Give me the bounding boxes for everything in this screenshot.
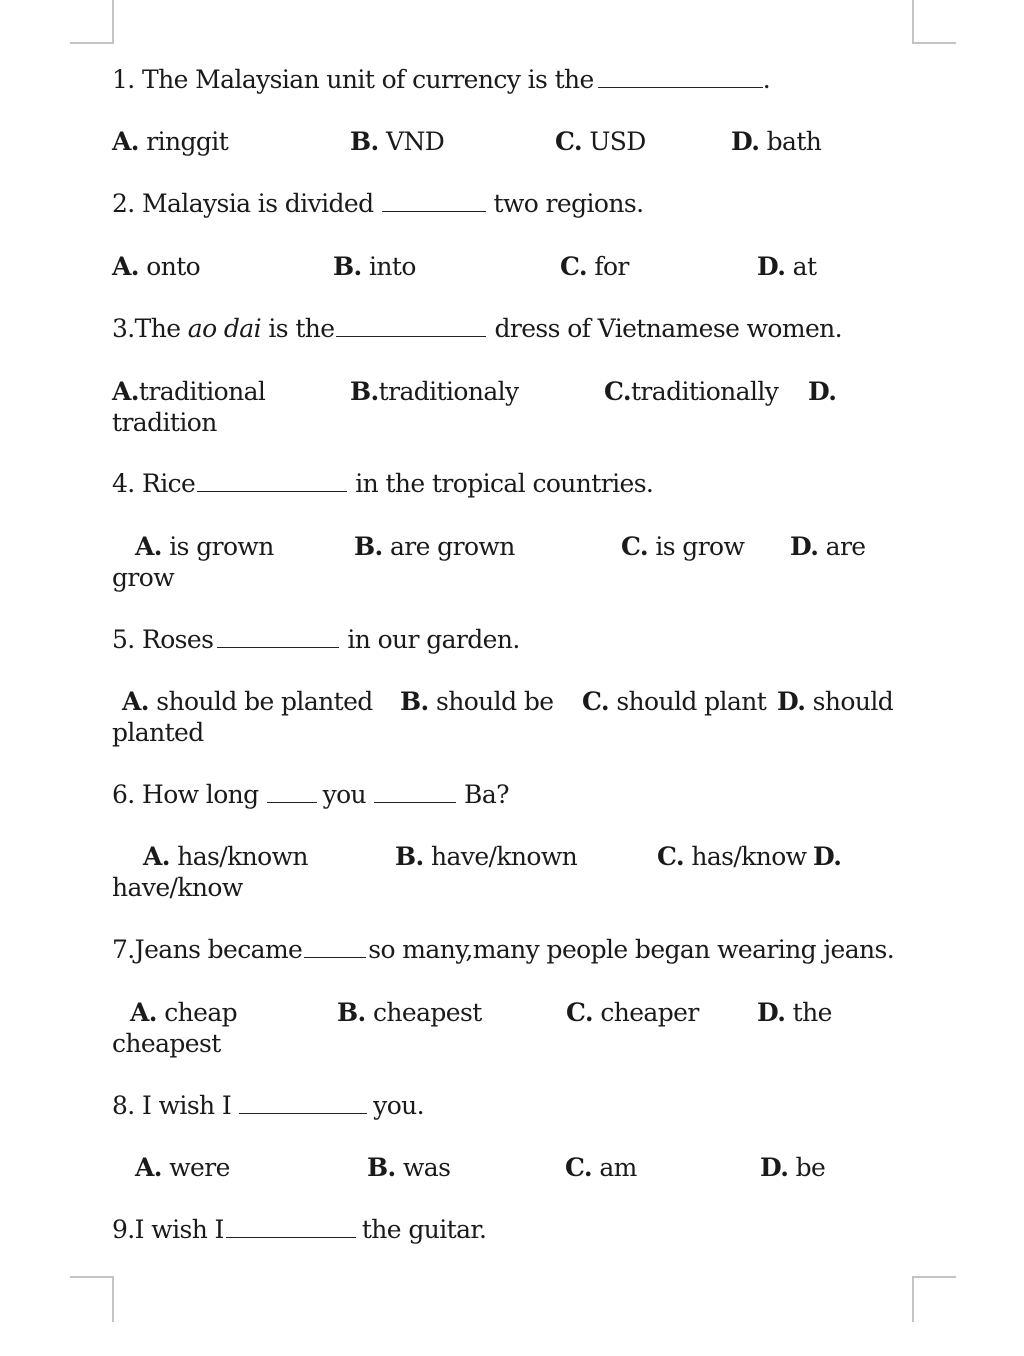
- question-text: 9.I wish I: [112, 1215, 224, 1244]
- answer-blank: [239, 1093, 367, 1114]
- option-a: A. ringgit: [112, 127, 229, 156]
- answer-blank: [217, 627, 339, 648]
- question-text: 1. The Malaysian unit of currency is the: [112, 65, 594, 94]
- question-text: 8. I wish I: [112, 1091, 232, 1120]
- answer-blank: [304, 937, 366, 958]
- option-c: C. for: [560, 252, 629, 281]
- question-text-after: so many,many people began wearing jeans.: [368, 935, 895, 964]
- question-text: 5. Roses: [112, 625, 214, 654]
- question-text-after: the guitar.: [361, 1215, 487, 1244]
- option-b: B. into: [333, 252, 416, 281]
- option-c: C. am: [565, 1153, 637, 1182]
- question-text: 6. How long: [112, 780, 259, 809]
- option-d: D.: [813, 842, 842, 871]
- option-d-wrapped-text: grow: [112, 563, 175, 592]
- question-end: .: [762, 65, 771, 94]
- question-text-after: in our garden.: [347, 625, 520, 654]
- option-a: A. cheap: [130, 998, 238, 1027]
- question-6: [112, 779, 509, 811]
- option-b: B. was: [367, 1153, 451, 1182]
- question-3: 3.The ao dai is the dress of Vietnamese women.: [112, 314, 843, 343]
- question-5: [112, 624, 520, 656]
- option-d: D.: [808, 377, 837, 406]
- option-a: A. is grown: [135, 532, 274, 561]
- answer-blank: [267, 782, 317, 803]
- question-text: 4. Rice: [112, 469, 196, 498]
- question-text-after: you.: [373, 1091, 424, 1120]
- option-b: B. should be: [400, 687, 554, 716]
- option-c: C. cheaper: [566, 998, 699, 1027]
- option-d: D. are: [790, 532, 866, 561]
- option-c: C. should plant: [582, 687, 767, 716]
- question-4: [112, 468, 653, 500]
- question-text: 7.Jeans became: [112, 935, 303, 964]
- option-a: A. onto: [112, 252, 201, 281]
- option-c: C. has/know: [657, 842, 807, 871]
- question-7: [112, 934, 894, 966]
- option-d-wrapped-text: planted: [112, 718, 204, 747]
- page-corner-mark-top-left: [70, 0, 114, 44]
- answer-blank: [374, 782, 456, 803]
- question-9: [112, 1214, 486, 1246]
- option-a: A. should be planted: [122, 687, 373, 716]
- answer-blank: [598, 67, 763, 88]
- option-c: C. is grow: [621, 532, 745, 561]
- option-a: A. were: [135, 1153, 230, 1182]
- page-corner-mark-bottom-left: [70, 1276, 114, 1322]
- answer-blank: [197, 471, 347, 492]
- option-b: B. VND: [350, 127, 445, 156]
- option-a: A.traditional: [112, 377, 266, 406]
- option-b: B. are grown: [354, 532, 515, 561]
- question-text-mid: you: [322, 780, 367, 809]
- option-d: D. the: [757, 998, 832, 1027]
- option-b: B.traditionaly: [350, 377, 519, 406]
- answer-blank: [226, 1217, 356, 1238]
- question-8: [112, 1090, 424, 1122]
- option-d-wrapped-text: tradition: [112, 408, 217, 437]
- option-d-wrapped-text: have/know: [112, 873, 243, 902]
- question-1: [112, 64, 770, 96]
- option-d: D. bath: [731, 127, 822, 156]
- option-d: D. at: [757, 252, 817, 281]
- option-d: D. should: [777, 687, 894, 716]
- question-text-after: in the tropical countries.: [355, 469, 654, 498]
- question-text-after: two regions.: [493, 189, 644, 218]
- option-c: C. USD: [555, 127, 646, 156]
- italic-term: ao dai: [187, 314, 261, 343]
- option-a: A. has/known: [143, 842, 308, 871]
- answer-blank: [336, 316, 486, 337]
- question-text-after: dress of Vietnamese women.: [494, 314, 843, 343]
- option-b: B. cheapest: [337, 998, 482, 1027]
- page-corner-mark-top-right: [912, 0, 956, 44]
- question-2: [112, 188, 643, 220]
- option-d: D. be: [760, 1153, 826, 1182]
- option-b: B. have/known: [395, 842, 578, 871]
- option-c: C.traditionally: [604, 377, 779, 406]
- page-corner-mark-bottom-right: [912, 1276, 956, 1322]
- question-text-after: Ba?: [464, 780, 509, 809]
- answer-blank: [382, 191, 486, 212]
- question-text: 2. Malaysia is divided: [112, 189, 374, 218]
- option-d-wrapped-text: cheapest: [112, 1029, 221, 1058]
